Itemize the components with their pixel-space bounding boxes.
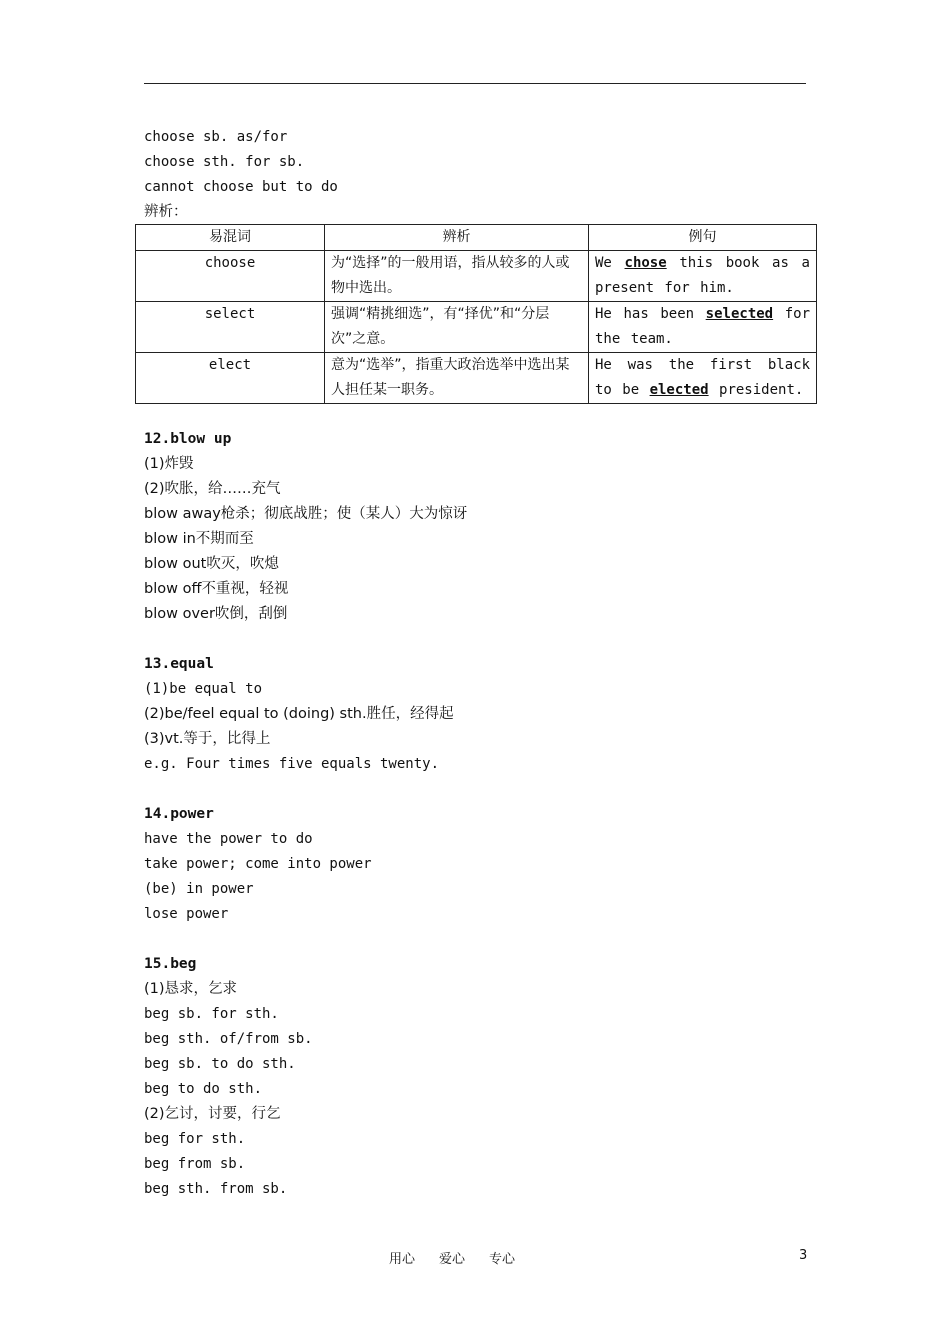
sections-block bbox=[144, 427, 806, 1202]
header-rule bbox=[144, 83, 806, 84]
section-blow-up bbox=[144, 427, 806, 627]
table-row bbox=[136, 353, 817, 404]
section-power bbox=[144, 802, 806, 927]
entry-line: (2)乞讨，讨要，行乞 bbox=[144, 1106, 281, 1122]
entry-line: beg from sb. bbox=[144, 1156, 246, 1172]
entry-line: beg sb. to do sth. bbox=[144, 1056, 296, 1072]
entry-line: blow out吹灭，吹熄 bbox=[144, 556, 279, 572]
header-cell: 辨析 bbox=[325, 225, 589, 251]
footer-motto bbox=[389, 1248, 539, 1267]
intro-line: choose sb. as/for bbox=[144, 129, 288, 145]
entry-line: (2)吹胀，给……充气 bbox=[144, 481, 281, 497]
table-header-row bbox=[136, 225, 817, 251]
intro-block bbox=[144, 125, 806, 224]
keyword: elected bbox=[649, 382, 709, 398]
word-cell: choose bbox=[136, 251, 325, 302]
comparison-table bbox=[135, 224, 817, 404]
entry-line: blow in不期而至 bbox=[144, 531, 254, 547]
section-heading: 13.equal bbox=[144, 656, 214, 672]
entry-line: blow away枪杀；彻底战胜；使（某人）大为惊讶 bbox=[144, 506, 468, 522]
analysis-cell: 强调“精挑细选”，有“择优”和“分层次”之意。 bbox=[325, 302, 589, 353]
word-cell: select bbox=[136, 302, 325, 353]
entry-line: (1)炸毁 bbox=[144, 456, 194, 472]
entry-line: (3)vt.等于，比得上 bbox=[144, 731, 271, 747]
page-number: 3 bbox=[799, 1248, 808, 1263]
section-equal bbox=[144, 652, 806, 777]
analysis-cell: 为“选择”的一般用语，指从较多的人或物中选出。 bbox=[325, 251, 589, 302]
motto-word: 用心 bbox=[389, 1252, 416, 1267]
entry-line: blow off不重视，轻视 bbox=[144, 581, 289, 597]
page-footer bbox=[0, 1248, 950, 1268]
entry-line: blow over吹倒，刮倒 bbox=[144, 606, 288, 622]
entry-line: (2)be/feel equal to (doing) sth.胜任，经得起 bbox=[144, 706, 454, 722]
example-cell: He has been selected for the team. bbox=[589, 302, 817, 353]
keyword: chose bbox=[624, 255, 667, 271]
entry-line: e.g. Four times five equals twenty. bbox=[144, 756, 440, 772]
entry-line: have the power to do bbox=[144, 831, 313, 847]
entry-line: (be) in power bbox=[144, 881, 254, 897]
table-row bbox=[136, 302, 817, 353]
section-beg bbox=[144, 952, 806, 1202]
entry-line: beg sb. for sth. bbox=[144, 1006, 279, 1022]
entry-line: beg for sth. bbox=[144, 1131, 246, 1147]
header-cell: 例句 bbox=[589, 225, 817, 251]
entry-line: (1)恳求，乞求 bbox=[144, 981, 238, 997]
motto-word: 专心 bbox=[489, 1252, 516, 1267]
entry-line: lose power bbox=[144, 906, 229, 922]
analysis-label: 辨析： bbox=[144, 204, 188, 220]
header-cell: 易混词 bbox=[136, 225, 325, 251]
entry-line: (1)be equal to bbox=[144, 681, 263, 697]
example-cell: He was the first black to be elected president. bbox=[589, 353, 817, 404]
analysis-cell: 意为“选举”，指重大政治选举中选出某人担任某一职务。 bbox=[325, 353, 589, 404]
entry-line: take power; come into power bbox=[144, 856, 372, 872]
entry-line: beg sth. from sb. bbox=[144, 1181, 288, 1197]
entry-line: beg sth. of/from sb. bbox=[144, 1031, 313, 1047]
section-heading: 12.blow up bbox=[144, 431, 232, 447]
keyword: selected bbox=[705, 306, 774, 322]
motto-word: 爱心 bbox=[439, 1252, 466, 1267]
entry-line: beg to do sth. bbox=[144, 1081, 263, 1097]
section-heading: 14.power bbox=[144, 806, 214, 822]
table-row bbox=[136, 251, 817, 302]
example-cell: We chose this book as a present for him. bbox=[589, 251, 817, 302]
intro-line: cannot choose but to do bbox=[144, 179, 338, 195]
intro-line: choose sth. for sb. bbox=[144, 154, 305, 170]
word-cell: elect bbox=[136, 353, 325, 404]
section-heading: 15.beg bbox=[144, 956, 197, 972]
